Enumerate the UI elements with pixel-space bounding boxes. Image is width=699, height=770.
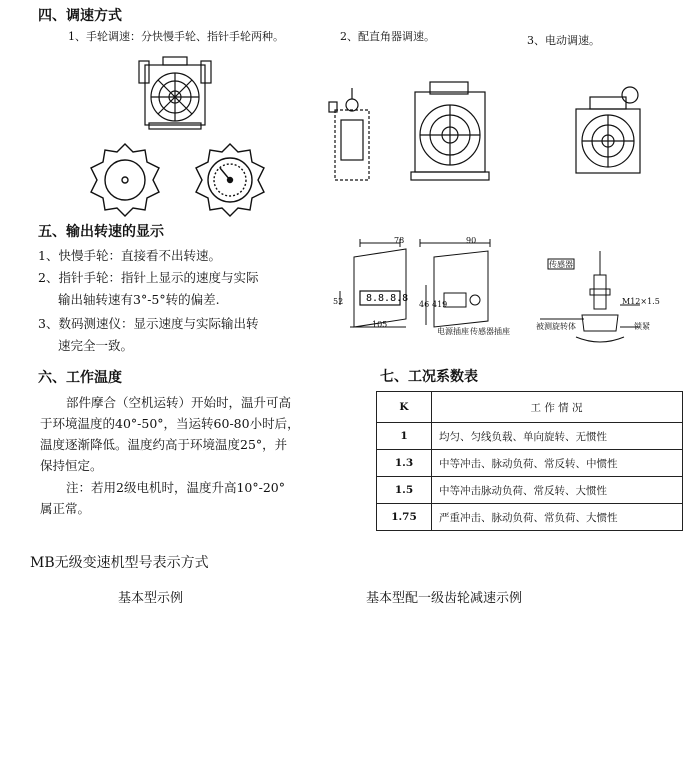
table-cell-condition: 中等冲击脉动负荷、常反转、大惯性: [432, 477, 683, 504]
table-row: [377, 423, 683, 450]
table-cell-k: 1.3: [377, 450, 432, 477]
model-section-title: MB无级变速机型号表示方式: [30, 555, 209, 571]
dim-105: 105: [372, 320, 388, 329]
method-3-label: 3、电动调速。: [527, 34, 600, 47]
dim-419: 419: [432, 300, 448, 309]
table-row: [377, 450, 683, 477]
table-header-condition: 工 作 情 况: [432, 392, 683, 423]
dim-52: 52: [333, 297, 344, 306]
pointer-handwheel-drawing: [190, 140, 270, 220]
right-angle-drive-drawing: [325, 80, 505, 190]
label-sensor: 传感器: [549, 260, 573, 269]
method-1-label: 1、手轮调速：分快慢手轮、指针手轮两种。: [68, 30, 284, 43]
dim-78: 78: [394, 236, 405, 245]
basic-model-example-label: 基本型示例: [118, 591, 184, 606]
method-2-label: 2、配直角器调速。: [340, 30, 435, 43]
table-cell-k: 1.75: [377, 504, 432, 531]
temp-para-2: 于环境温度的40°-50°，当运转60-80小时后，: [40, 416, 300, 431]
gear-model-example-label: 基本型配一级齿轮减速示例: [366, 591, 523, 606]
dim-46: 46: [419, 300, 430, 309]
temp-para-3: 温度逐渐降低。温度约高于环境温度25°，并: [40, 437, 288, 452]
table-cell-condition: 严重冲击、脉动负荷、常负荷、大惯性: [432, 504, 683, 531]
label-measured-body: 被测旋转体: [536, 322, 576, 331]
sec6-title: 六、工作温度: [38, 370, 122, 386]
table-cell-k: 1.5: [377, 477, 432, 504]
display-item-3: 3、数码测速仪：显示速度与实际输出转: [38, 316, 259, 331]
sec4-title: 四、调速方式: [38, 8, 122, 24]
sec5-title: 五、输出转速的显示: [38, 224, 164, 240]
sec7-title: 七、工况系数表: [380, 369, 478, 385]
label-sensor-socket: 传感器插座: [470, 327, 510, 336]
table-header-k: K: [377, 392, 432, 423]
table-cell-condition: 均匀、匀线负载、单向旋转、无惯性: [432, 423, 683, 450]
temp-note-1: 注：若用2级电机时，温度升高10°-20°: [66, 480, 285, 495]
table-row: [377, 477, 683, 504]
table-cell-k: 1: [377, 423, 432, 450]
display-item-2-cont: 输出轴转速有3°-5°转的偏差.: [58, 292, 220, 307]
temp-para-4: 保持恒定。: [40, 458, 103, 473]
temp-note-2: 属正常。: [40, 501, 91, 516]
digital-tachometer-drawing: [330, 235, 500, 340]
display-item-3-cont: 速完全一致。: [58, 338, 134, 353]
condition-factor-table: [376, 391, 683, 531]
temp-para-1: 部件摩合（空机运转）开始时，温升可高: [66, 395, 292, 410]
display-item-1: 1、快慢手轮：直接看不出转速。: [38, 248, 221, 263]
handwheel-reducer-drawing: [135, 55, 215, 135]
dim-90: 90: [466, 236, 477, 245]
display-item-2: 2、指针手轮：指针上显示的速度与实际: [38, 270, 259, 285]
table-cell-condition: 中等冲击、脉动负荷、常反转、中惯性: [432, 450, 683, 477]
label-m12: M12×1.5: [622, 297, 660, 306]
table-header-row: [377, 392, 683, 423]
electric-speed-drive-drawing: [570, 85, 650, 180]
label-lock: 锁紧: [634, 322, 650, 331]
table-row: [377, 504, 683, 531]
fast-slow-handwheel-drawing: [85, 140, 165, 220]
label-power-socket: 电源插座: [437, 327, 469, 336]
svg-text:8.8.8.8: 8.8.8.8: [366, 293, 409, 304]
